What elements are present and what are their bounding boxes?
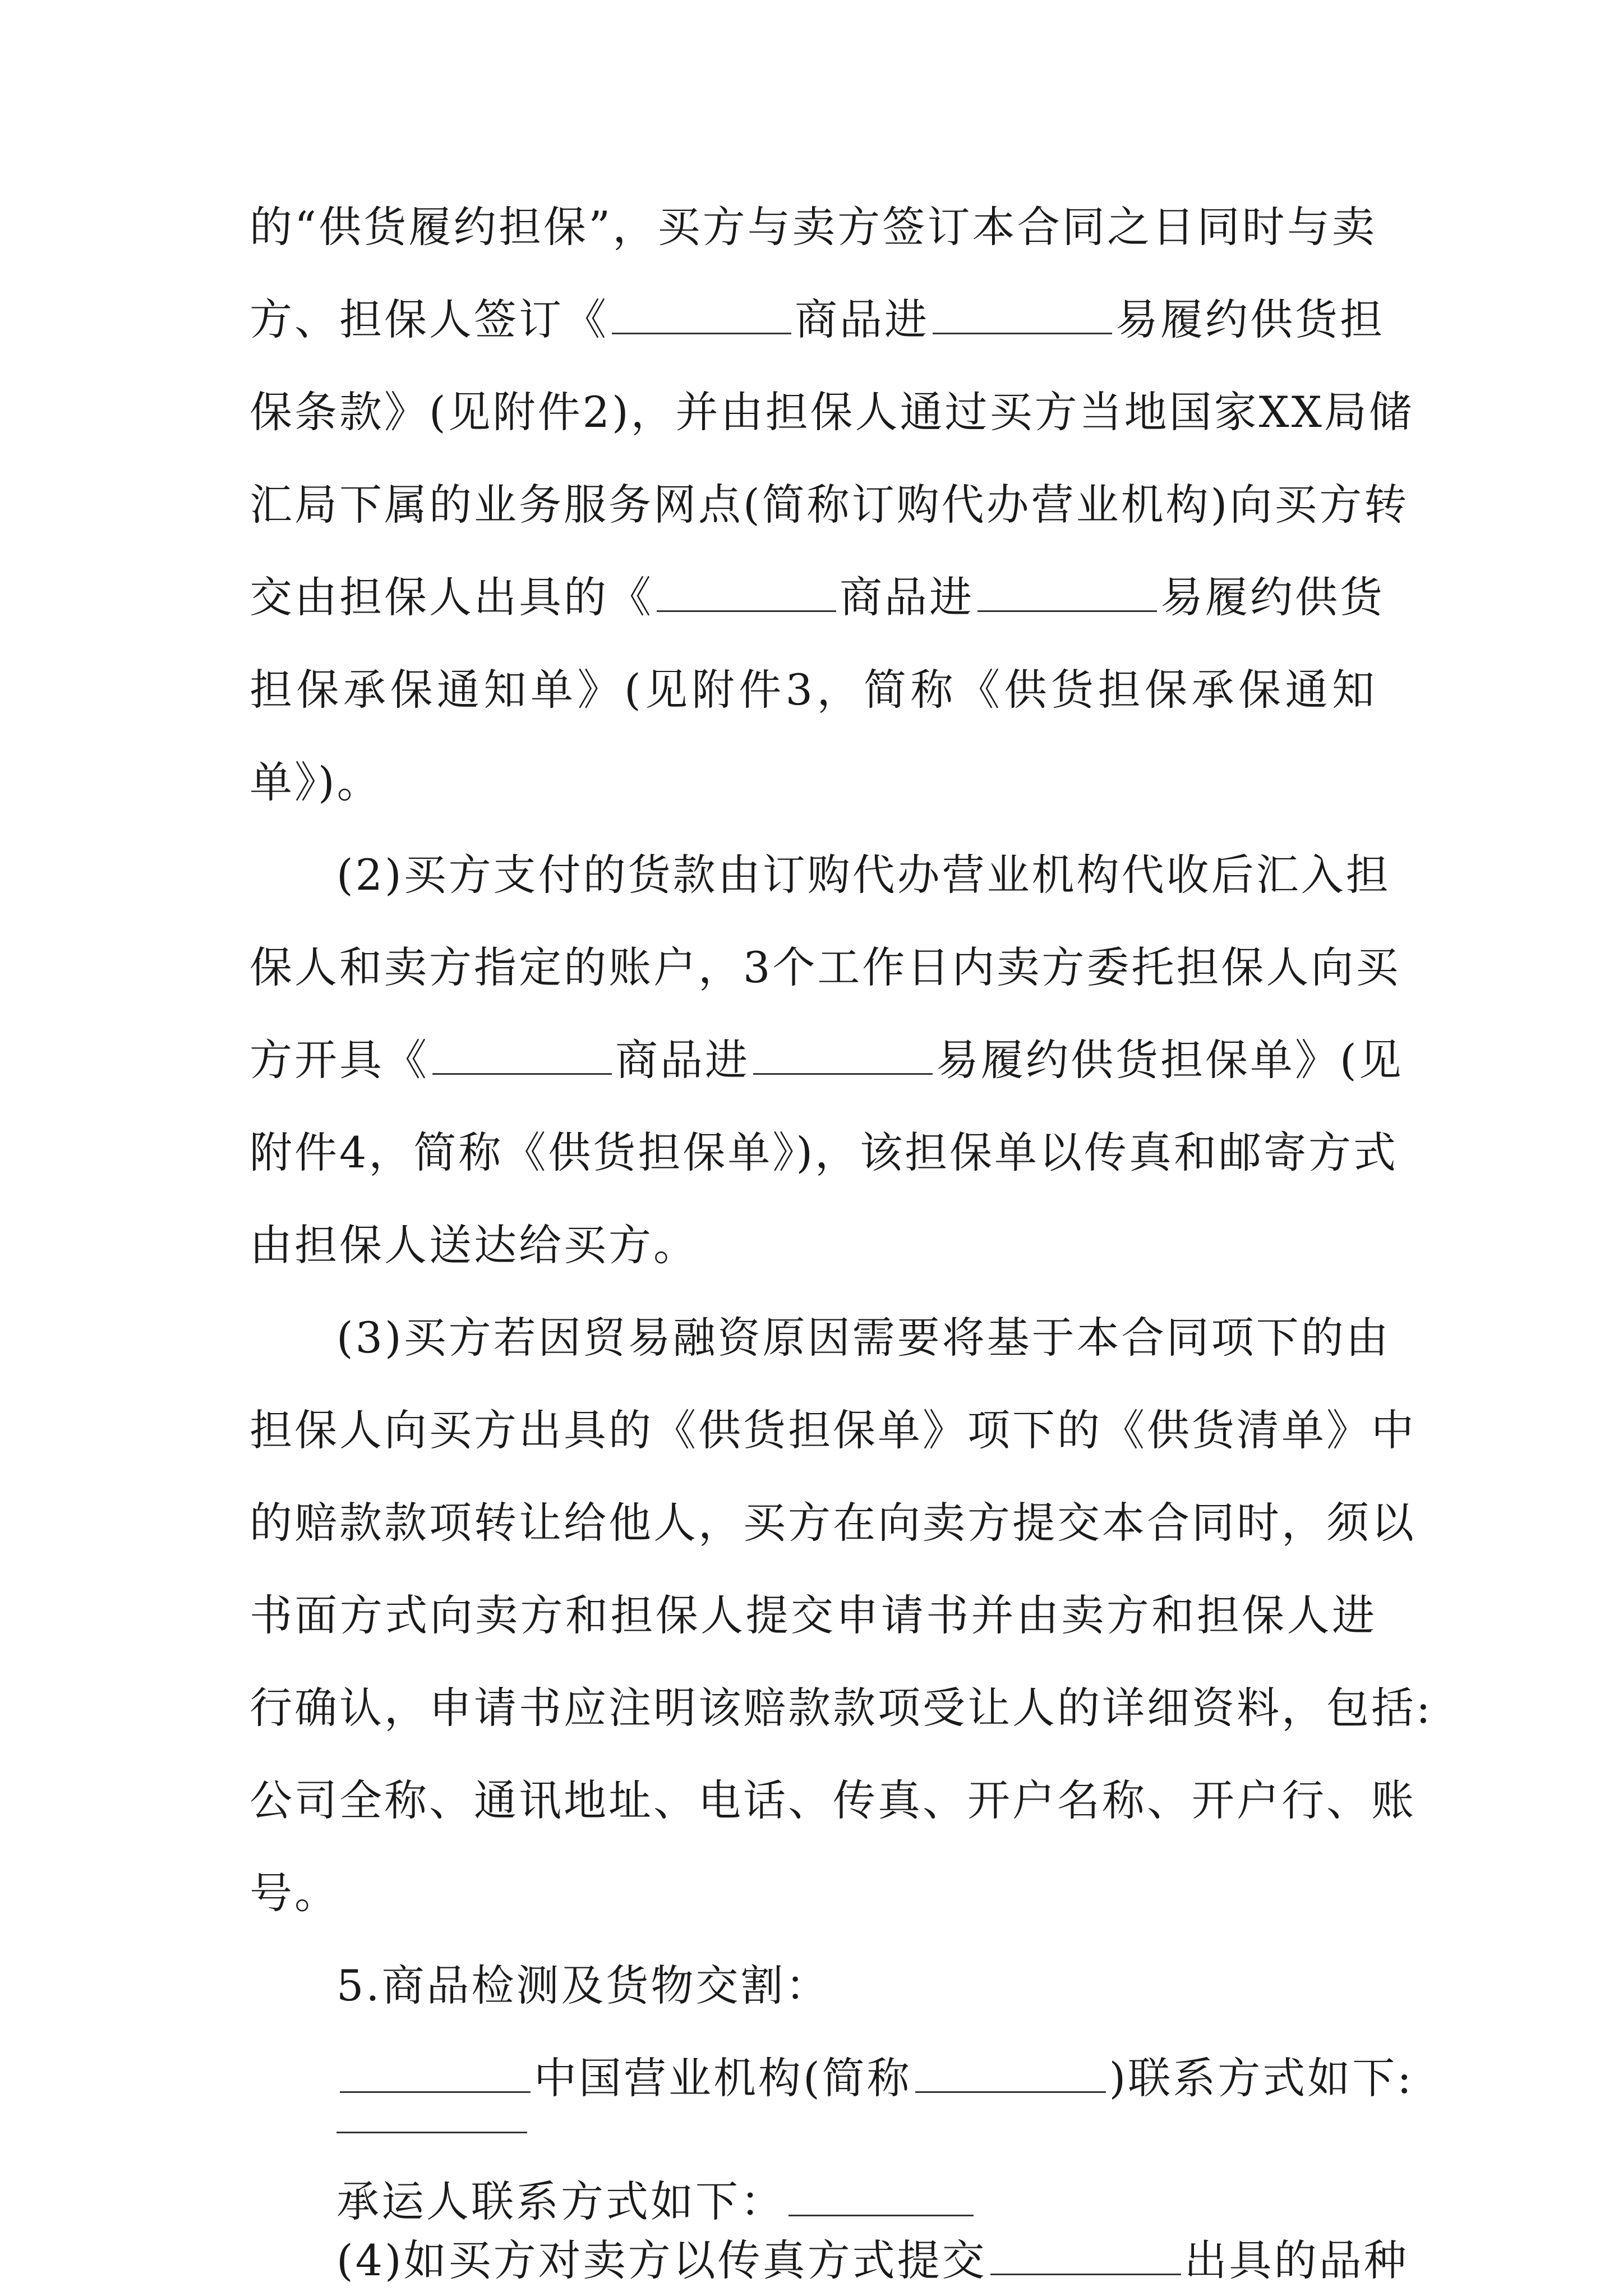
section-heading: 5.商品检测及货物交割： <box>336 1961 831 2010</box>
text-line: 汇局下属的业务服务网点(简称订购代办营业机构)向买方转 <box>250 480 1409 530</box>
text-fragment: 方开具《 <box>250 1035 429 1085</box>
blank-underline <box>990 2234 1181 2275</box>
blank-underline <box>340 2052 531 2093</box>
text-fragment: 中国营业机构(简称 <box>534 2053 912 2103</box>
blank-underline <box>933 293 1112 334</box>
text-fragment: 易履约供货 <box>1160 572 1385 622</box>
text-line: 担保承保通知单》(见附件3，简称《供货担保承保通知 <box>250 665 1377 715</box>
blank-underline <box>432 1034 612 1075</box>
text-fragment: 出具的品种 <box>1184 2235 1409 2285</box>
text-line <box>336 2230 1409 2292</box>
blank-underline <box>657 571 836 612</box>
text-line: 书面方式向卖方和担保人提交申请书并由卖方和担保人进 <box>250 1590 1377 1640</box>
blank-underline <box>789 2175 974 2216</box>
text-line: 保人和卖方指定的账户，3个工作日内卖方委托担保人向买 <box>250 942 1401 992</box>
blank-underline <box>753 1034 933 1075</box>
text-line: 保条款》(见附件2)，并由担保人通过买方当地国家XX局储 <box>250 387 1414 437</box>
text-fragment: (4)如买方对卖方以传真方式提交 <box>336 2235 987 2285</box>
text-line <box>336 2171 977 2233</box>
text-line <box>250 567 1385 628</box>
text-fragment: 商品进 <box>615 1035 750 1085</box>
text-fragment: 商品进 <box>840 572 974 622</box>
blank-underline <box>915 2052 1106 2093</box>
text-line: 的赔款款项转让给他人，买方在向卖方提交本合同时，须以 <box>250 1498 1416 1548</box>
text-fragment: 商品进 <box>795 295 929 344</box>
text-fragment: 方、担保人签订《 <box>250 295 608 344</box>
text-line: 号。 <box>250 1868 339 1918</box>
text-line: 附件4，简称《供货担保单》)，该担保单以传真和邮寄方式 <box>250 1128 1399 1177</box>
text-line: (2)买方支付的货款由订购代办营业机构代收后汇入担 <box>336 850 1391 900</box>
text-fragment: )联系方式如下: <box>1109 2053 1414 2103</box>
text-line: (3)买方若因贸易融资原因需要将基于本合同项下的由 <box>336 1313 1391 1363</box>
text-line: 行确认，申请书应注明该赔款款项受让人的详细资料，包括: <box>250 1683 1433 1733</box>
text-line <box>250 1029 1404 1091</box>
text-fragment: 交由担保人出具的《 <box>250 572 653 622</box>
blank-underline <box>978 571 1157 612</box>
text-line: 的“供货履约担保”，买方与卖方签订本合同之日同时与卖 <box>250 202 1377 252</box>
text-line: 公司全称、通讯地址、电话、传真、开户名称、开户行、账 <box>250 1775 1416 1825</box>
text-line: 担保人向买方出具的《供货担保单》项下的《供货清单》中 <box>250 1405 1416 1455</box>
text-line: 单》)。 <box>250 757 382 807</box>
text-fragment: 易履约供货担 <box>1115 295 1385 344</box>
blank-underline <box>612 293 791 334</box>
blank-underline <box>336 2132 527 2133</box>
text-line <box>336 2047 1414 2109</box>
text-line <box>250 289 1385 351</box>
text-fragment: 承运人联系方式如下： <box>336 2177 785 2226</box>
text-line: 由担保人送达给买方。 <box>250 1220 698 1270</box>
text-fragment: 易履约供货担保单》(见 <box>936 1035 1404 1085</box>
